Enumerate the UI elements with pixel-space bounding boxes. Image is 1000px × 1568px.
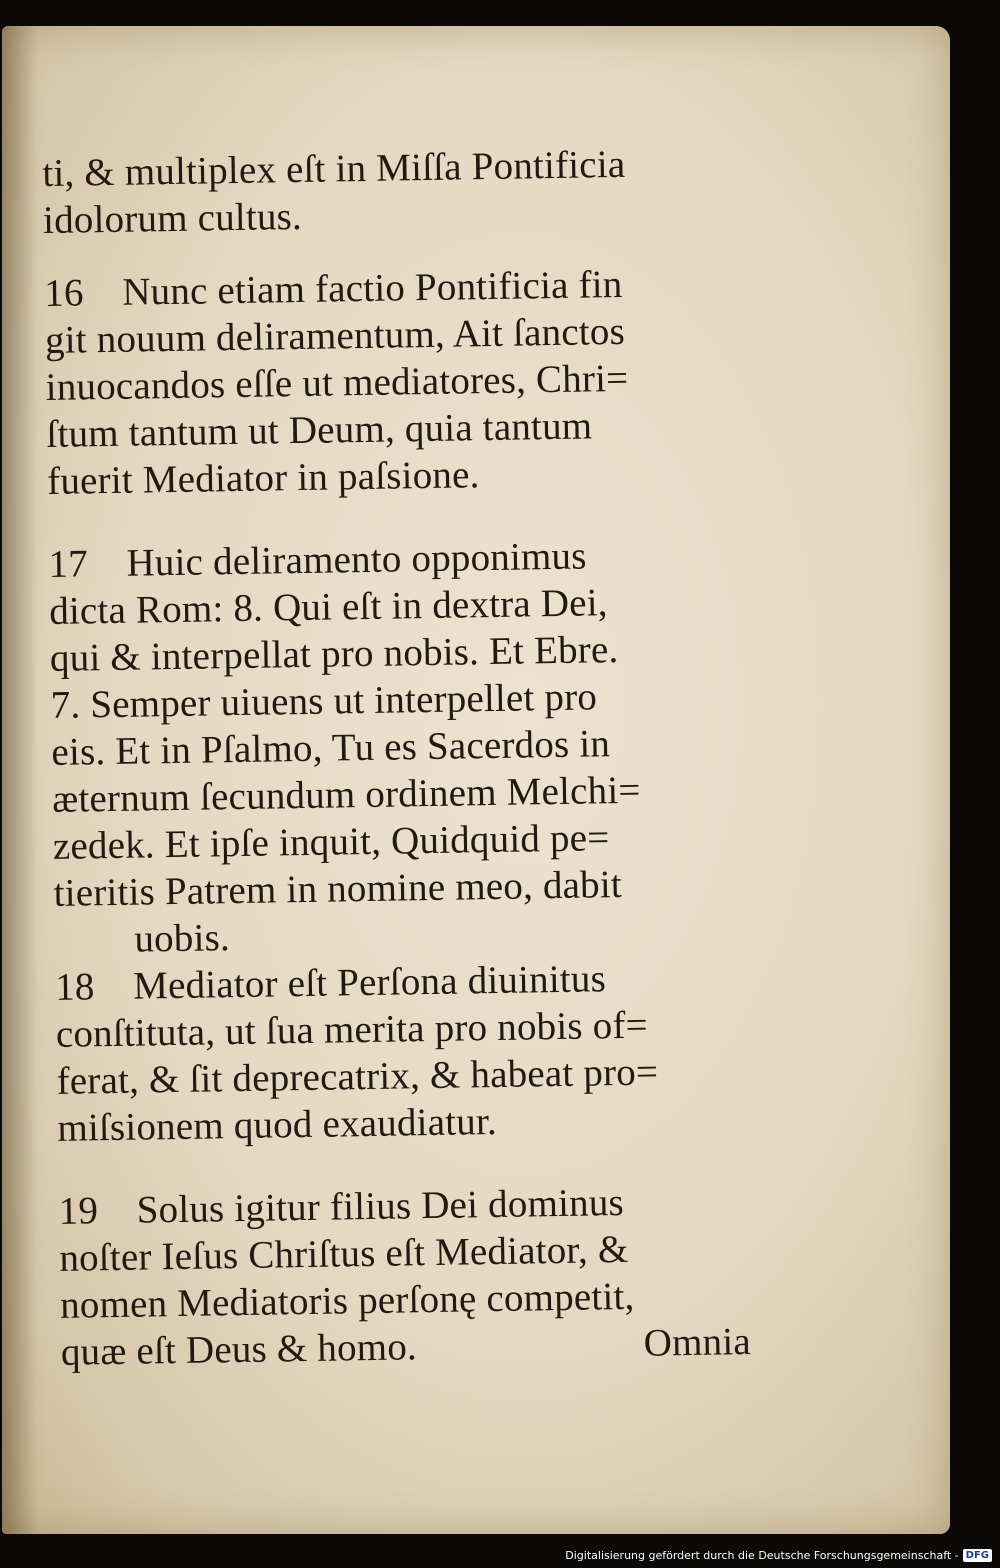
catchword: Omnia xyxy=(643,1320,752,1365)
paragraph-number: 16 xyxy=(43,271,84,315)
text-line: inuocandos eſſe ut mediatores, Chri= xyxy=(45,356,629,409)
paragraph-19 xyxy=(58,1176,801,1376)
paragraph-18 xyxy=(55,952,798,1152)
last-line xyxy=(61,1318,752,1376)
book-page xyxy=(2,26,950,1534)
text-line: quæ eſt Deus & homo. xyxy=(60,1325,418,1374)
text-line: Huic deliramento opponimus xyxy=(126,534,587,585)
text-line: tieritis Patrem in nomine meo, dabit xyxy=(53,862,623,915)
funding-footer xyxy=(565,1546,992,1564)
funding-text: Digitalisierung gefördert durch die Deutsche Forschungsgemeinschaft - xyxy=(565,1548,959,1562)
text-line: Solus igitur filius Dei dominus xyxy=(136,1180,625,1232)
paragraph-16 xyxy=(44,258,788,505)
page-gutter-shadow xyxy=(2,26,38,1534)
paragraph-number: 19 xyxy=(58,1189,99,1233)
text-line: dicta Rom: 8. Qui eſt in dextra Dei, xyxy=(48,581,609,633)
text-line: noſter Ieſus Chriſtus eſt Mediator, & xyxy=(59,1227,629,1280)
page-text xyxy=(42,138,801,1375)
dfg-logo: DFG xyxy=(963,1549,992,1562)
text-line: ferat, & ſit deprecatrix, & habeat pro= xyxy=(56,1050,659,1103)
text-line: Nunc etiam factio Pontificia fin xyxy=(121,262,623,314)
text-line: idolorum cultus. xyxy=(42,194,303,242)
paragraph-number: 18 xyxy=(54,965,95,1009)
text-line: git nouum deliramentum, Ait ſanctos xyxy=(44,309,626,362)
text-line: æternum ſecundum ordinem Melchi= xyxy=(51,768,641,821)
text-line: conſtituta, ut ſua merita pro nobis of= xyxy=(55,1003,649,1056)
text-line: miſsionem quod exaudiatur. xyxy=(57,1099,498,1150)
text-line: fuerit Mediator in paſsione. xyxy=(46,453,480,503)
text-line: eis. Et in Pſalmo, Tu es Sacerdos in xyxy=(51,722,611,774)
text-line: zedek. Et ipſe inquit, Quidquid pe= xyxy=(52,816,610,868)
paragraph-number: 17 xyxy=(48,542,89,586)
text-line: uobis. xyxy=(134,916,231,961)
text-line: ti, & multiplex eſt in Miſſa Pontificia xyxy=(42,142,626,195)
text-line: Mediator eſt Perſona diuinitus xyxy=(132,957,607,1008)
text-line: ſtum tantum ut Deum, quia tantum xyxy=(46,404,593,456)
paragraph-17 xyxy=(48,529,795,964)
text-line: nomen Mediatoris perſonę competit, xyxy=(59,1274,635,1327)
text-line: 7. Semper uiuens ut interpellet pro xyxy=(50,675,598,727)
text-line: qui & interpellat pro nobis. Et Ebre. xyxy=(49,628,619,680)
